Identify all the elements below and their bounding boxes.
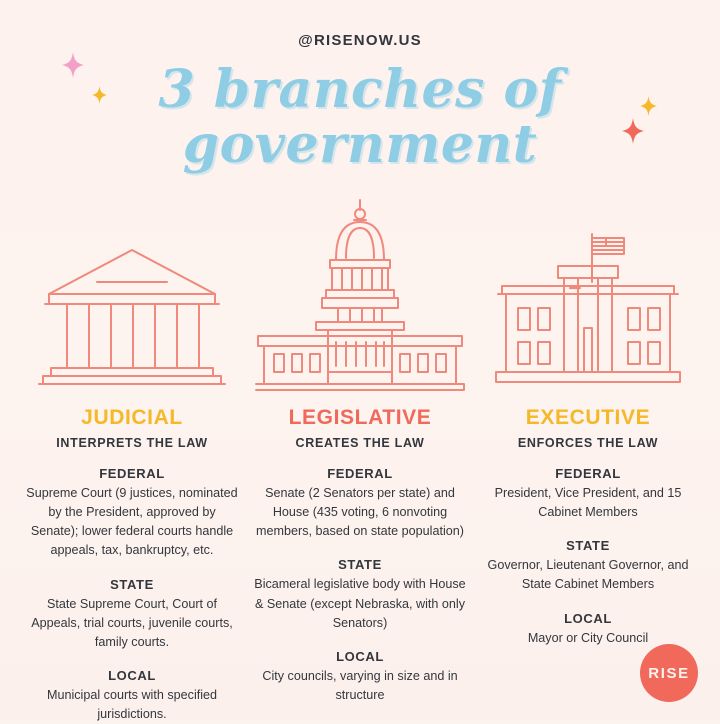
level-label-federal: FEDERAL: [99, 466, 165, 481]
level-body-state: State Supreme Court, Court of Appeals, trial courts, juvenile courts, family courts.: [25, 595, 240, 652]
branch-subtitle: ENFORCES THE LAW: [518, 436, 658, 450]
capitol-icon: [250, 196, 470, 392]
level-body-federal: Supreme Court (9 justices, nominated by the President, approved by Senate); lower federal courts handle appeals, tax, bankruptcy, etc.: [25, 484, 240, 561]
account-handle: @RISENOW.US: [0, 32, 720, 49]
level-body-local: City councils, varying in size and in structure: [253, 667, 468, 705]
level-body-state: Governor, Lieutenant Governor, and State Cabinet Members: [481, 556, 696, 594]
level-label-federal: FEDERAL: [555, 466, 621, 481]
rise-logo: RISE: [640, 644, 698, 702]
level-label-local: LOCAL: [108, 668, 156, 683]
level-label-state: STATE: [566, 538, 610, 553]
courthouse-icon: [37, 196, 227, 392]
branch-subtitle: INTERPRETS THE LAW: [56, 436, 208, 450]
branch-column-judicial: [18, 196, 246, 724]
page-title-line-2: government: [0, 117, 720, 172]
branch-name: EXECUTIVE: [526, 406, 650, 430]
level-body-local: Municipal courts with specified jurisdictions.: [25, 686, 240, 724]
level-body-federal: Senate (2 Senators per state) and House (435 voting, 6 nonvoting members, based on state population): [253, 484, 468, 541]
level-body-federal: President, Vice President, and 15 Cabinet Members: [481, 484, 696, 522]
level-label-state: STATE: [110, 577, 154, 592]
branch-name: LEGISLATIVE: [289, 406, 432, 430]
branch-column-legislative: [246, 196, 474, 724]
branch-subtitle: CREATES THE LAW: [295, 436, 424, 450]
level-label-federal: FEDERAL: [327, 466, 393, 481]
level-body-local: Mayor or City Council: [528, 629, 648, 648]
page-title: [0, 62, 720, 172]
branch-name: JUDICIAL: [81, 406, 183, 430]
page-title-line-1: 3 branches of: [0, 62, 720, 117]
level-label-state: STATE: [338, 557, 382, 572]
level-body-state: Bicameral legislative body with House & Senate (except Nebraska, with only Senators): [253, 575, 468, 632]
level-label-local: LOCAL: [336, 649, 384, 664]
level-label-local: LOCAL: [564, 611, 612, 626]
branch-columns: [0, 196, 720, 724]
white-house-icon: [488, 196, 688, 392]
